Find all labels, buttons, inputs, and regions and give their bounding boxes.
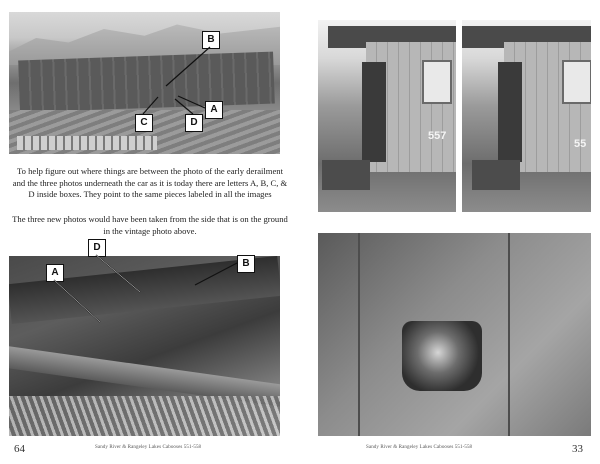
car-window bbox=[422, 60, 452, 104]
car-window bbox=[562, 60, 591, 104]
footer-left: Sandy River & Rangeley Lakes Cabooses 551-558 bbox=[95, 445, 202, 450]
label-box-a-bottom: A bbox=[46, 264, 64, 282]
caboose-end-photo-1 bbox=[318, 20, 456, 212]
vintage-derailment-photo bbox=[9, 12, 280, 154]
plank-seam bbox=[508, 233, 510, 436]
label-box-b-bottom: B bbox=[237, 255, 255, 273]
car-number-557: 557 bbox=[428, 130, 447, 142]
car-door bbox=[362, 62, 386, 162]
log-pile bbox=[17, 136, 157, 150]
label-box-c-top: C bbox=[135, 114, 153, 132]
label-box-a-top: A bbox=[205, 101, 223, 119]
derailed-car bbox=[18, 52, 275, 113]
brush bbox=[9, 396, 280, 436]
iron-casting bbox=[402, 321, 482, 391]
footer-right: Sandy River & Rangeley Lakes Cabooses 551-558 bbox=[366, 445, 473, 450]
page-number-right: 33 bbox=[572, 443, 583, 455]
caption-new-photos: The three new photos would have been taken from the side that is on the ground in the vintage photo above. bbox=[12, 214, 288, 236]
casting-closeup-photo bbox=[318, 233, 591, 436]
right-page bbox=[300, 0, 600, 464]
underside-photo bbox=[9, 256, 280, 436]
car-steps bbox=[322, 160, 370, 190]
car-door bbox=[498, 62, 522, 162]
plank-seam bbox=[358, 233, 360, 436]
label-box-b-top: B bbox=[202, 31, 220, 49]
label-box-d-bottom: D bbox=[88, 239, 106, 257]
caboose-end-photo-2 bbox=[462, 20, 591, 212]
label-box-d-top: D bbox=[185, 114, 203, 132]
car-number-55: 55 bbox=[574, 138, 587, 150]
page-number-left: 64 bbox=[14, 443, 25, 455]
caption-letters: To help figure out where things are between the photo of the early derailment and the three photos underneath the car as it is today there are letters A, B, C, & D inside boxes. They point to the same pieces labeled in all the images bbox=[12, 166, 288, 199]
car-steps bbox=[472, 160, 520, 190]
